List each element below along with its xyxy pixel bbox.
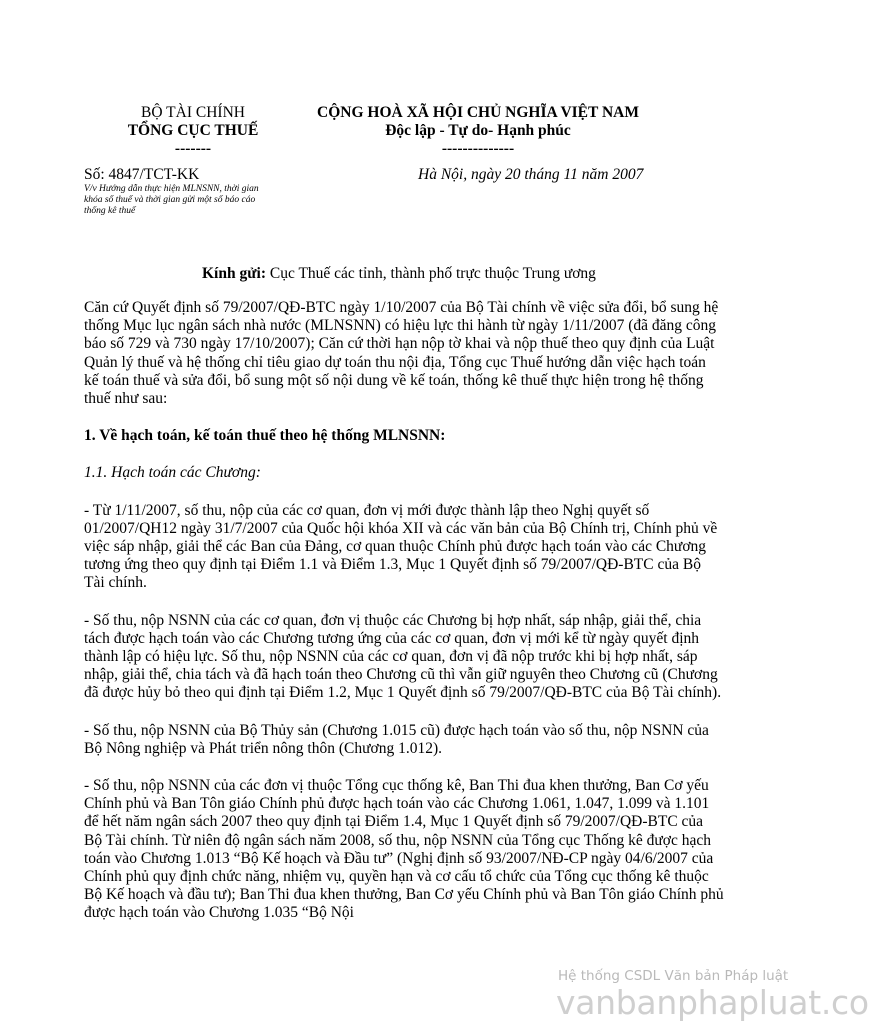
watermark-caption: Hệ thống CSDL Văn bản Pháp luật bbox=[558, 968, 789, 984]
national-motto: Độc lập - Tự do- Hạnh phúc bbox=[385, 122, 571, 139]
recipient-line bbox=[202, 265, 596, 283]
issuer-divider: ------- bbox=[174, 140, 212, 157]
place-and-date: Hà Nội, ngày 20 tháng 11 năm 2007 bbox=[418, 166, 644, 183]
body-paragraph: - Số thu, nộp NSNN của các đơn vị thuộc Tổng cục thống kê, Ban Thi đua khen thưởng, Ban Cơ yếu Chính phủ và Ban Tôn giáo Chính phủ được hạch toán vào các Chương 1.061, 1.047, 1.099 và 1.101 để hết năm ngân sách 2007 theo quy định tại Điểm 1.4, Mục 1 Quyết định số 79/2007/QĐ-BTC của Bộ Tài chính. Từ niên độ ngân sách năm 2008, số thu, nộp NSNN của Tổng cục Thống kê được hạch toán vào Chương 1.013 “Bộ Kế hoạch và Đầu tư” (Nghị định số 93/2007/NĐ-CP ngày 04/6/2007 của Chính phủ quy định chức năng, nhiệm vụ, quyền hạn và cơ cấu tổ chức của Tổng cục thống kê thuộc Bộ Kế hoạch và đầu tư); Ban Thi đua khen thưởng, Ban Cơ yếu Chính phủ và Ban Tôn giáo Chính phủ được hạch toán vào Chương 1.035 “Bộ Nội bbox=[84, 777, 724, 922]
section-heading: 1. Về hạch toán, kế toán thuế theo hệ thống MLNSNN: bbox=[84, 427, 446, 445]
department-name: TỔNG CỤC THUẾ bbox=[127, 122, 259, 139]
recipient-label: Kính gửi: bbox=[202, 265, 266, 282]
document-body bbox=[84, 299, 724, 942]
ministry-name: BỘ TÀI CHÍNH bbox=[141, 104, 245, 121]
document-subject: V/v Hướng dẫn thực hiện MLNSNN, thời gian khóa sổ thuế và thời gian gửi một số báo cáo thống kê thuế bbox=[84, 184, 259, 216]
document-number: Số: 4847/TCT-KK bbox=[84, 166, 200, 183]
issuer-block bbox=[118, 104, 268, 158]
subsection-heading: 1.1. Hạch toán các Chương: bbox=[84, 464, 261, 482]
national-heading bbox=[308, 104, 648, 158]
intro-paragraph: Căn cứ Quyết định số 79/2007/QĐ-BTC ngày 1/10/2007 của Bộ Tài chính về việc sửa đổi, bổ sung hệ thống Mục lục ngân sách nhà nước (MLNSNN) có hiệu lực thi hành từ ngày 1/11/2007 (đã đăng công báo số 729 và 730 ngày 17/10/2007); Căn cứ thời hạn nộp tờ khai và nộp thuế theo quy định của Luật Quản lý thuế và hệ thống chỉ tiêu giao dự toán thu nội địa, Tổng cục Thuế hướng dẫn việc hạch toán kế toán thuế và sửa đổi, bổ sung một số nội dung về kế toán, thống kê thuế thực hiện trong hệ thống thuế như sau: bbox=[84, 299, 719, 408]
body-paragraph: - Từ 1/11/2007, số thu, nộp của các cơ quan, đơn vị mới được thành lập theo Nghị quyết số 01/2007/QH12 ngày 31/7/2007 của Quốc hội khóa XII và các văn bản của Bộ Chính trị, Chính phủ về việc sáp nhập, giải thể các Ban của Đảng, cơ quan thuộc Chính phủ được hạch toán vào các Chương tương ứng theo quy định tại Điểm 1.1 và Điểm 1.3, Mục 1 Quyết định số 79/2007/QĐ-BTC của Bộ Tài chính. bbox=[84, 501, 718, 592]
watermark-site: vanbanphapluat.co bbox=[556, 983, 869, 1022]
body-paragraph: - Số thu, nộp NSNN của các cơ quan, đơn vị thuộc các Chương bị hợp nhất, sáp nhập, giải thể, chia tách được hạch toán vào các Chương tương ứng của các cơ quan, đơn vị mới kể từ ngày quyết định thành lập có hiệu lực. Số thu, nộp NSNN của các cơ quan, đơn vị đã nộp trước khi bị hợp nhất, sáp nhập, giải thể, chia tách và đã hạch toán theo Chương cũ thì vẫn giữ nguyên theo Chương cũ (Chương đã được hủy bỏ theo qui định tại Điểm 1.2, Mục 1 Quyết định số 79/2007/QĐ-BTC của Bộ Tài chính). bbox=[84, 611, 722, 702]
recipient-text: Cục Thuế các tỉnh, thành phố trực thuộc Trung ương bbox=[266, 265, 596, 282]
country-name: CỘNG HOÀ XÃ HỘI CHỦ NGHĨA VIỆT NAM bbox=[317, 104, 639, 121]
body-paragraph: - Số thu, nộp NSNN của Bộ Thủy sản (Chương 1.015 cũ) được hạch toán vào số thu, nộp NSNN của Bộ Nông nghiệp và Phát triển nông thôn (Chương 1.012). bbox=[84, 721, 709, 757]
motto-divider: -------------- bbox=[441, 140, 515, 157]
